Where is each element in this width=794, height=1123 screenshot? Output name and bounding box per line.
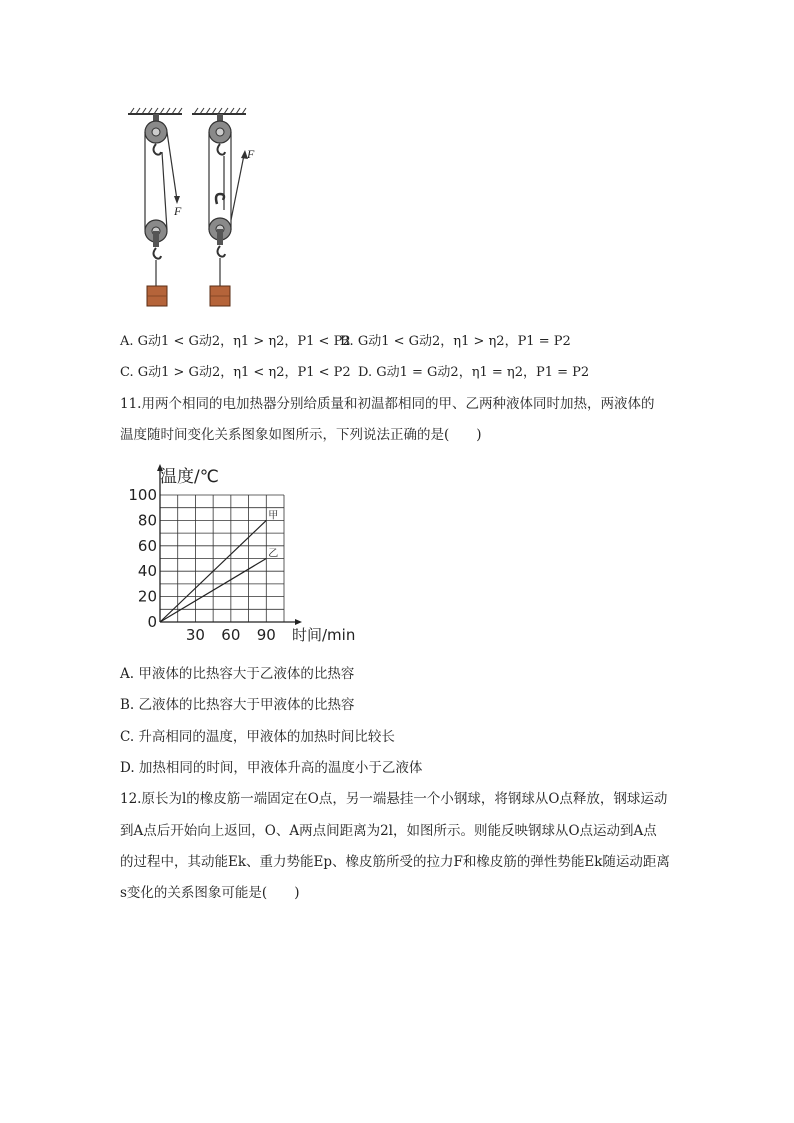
q11-stem-line2: 温度随时间变化关系图象如图所示，下列说法正确的是( ) [120,427,482,443]
y-tick-label: 40 [137,562,157,581]
q12-stem-line3: 的过程中，其动能Ek、重力势能Ep、橡皮筋所受的拉力F和橡皮筋的弹性势能Ek随运动距离 [120,854,670,870]
q11-option-a: A. 甲液体的比热容大于乙液体的比热容 [120,666,355,682]
y-tick-label: 80 [137,511,157,530]
temperature-time-chart [120,460,370,645]
y-tick-label: 60 [137,536,157,555]
x-tick-label: 90 [256,626,276,644]
series-label-1: 甲 [268,510,279,522]
q12-stem-line2: 到A点后开始向上返回，O、A两点间距离为2l，如图所示。则能反映钢球从O点运动到A点 [120,823,657,839]
series-label-2: 乙 [268,548,279,560]
x-tick-label: 30 [185,626,205,644]
ceiling-right [192,108,246,114]
x-axis-arrow [295,619,302,625]
q11-option-d: D. 加热相同的时间，甲液体升高的温度小于乙液体 [120,760,423,776]
ceiling-left [128,108,182,114]
chart-ticks [128,486,275,644]
y-tick-label: 0 [147,613,157,631]
q11-option-b: B. 乙液体的比热容大于甲液体的比热容 [120,697,355,713]
x-tick-label: 60 [221,626,241,644]
q11-option-c: C. 升高相同的温度，甲液体的加热时间比较长 [120,729,395,745]
y-tick-label: 20 [137,587,157,606]
pulley-figure [120,100,280,315]
y-tick-label: 100 [128,486,157,504]
pulley-system-right [209,114,255,306]
q12-stem-line4: s变化的关系图象可能是( ) [120,885,300,901]
q12-stem-line1: 12.原长为l的橡皮筋一端固定在O点，另一端悬挂一个小钢球，将钢球从O点释放，钢球运动 [120,791,668,807]
chart-axes [157,464,302,625]
pulley-system-left [145,114,182,306]
chart-x-axis-label: 时间/min [292,626,356,644]
chart-y-axis-label: 温度/℃ [160,467,219,487]
q10-option-c: C. G动1 > G动2，η1 < η2，P1 < P2 [120,365,351,380]
q10-option-a: A. G动1 < G动2，η1 > η2，P1 < P2 [120,334,351,349]
force-label-left: F [174,204,182,218]
q10-option-b: B. G动1 < G动2，η1 > η2，P1 = P2 [340,334,571,349]
q10-option-d: D. G动1 = G动2，η1 = η2，P1 = P2 [358,365,590,380]
q11-stem-line1: 11.用两个相同的电加热器分别给质量和初温都相同的甲、乙两种液体同时加热，两液体的 [120,396,655,412]
force-label-right: F [247,147,255,161]
